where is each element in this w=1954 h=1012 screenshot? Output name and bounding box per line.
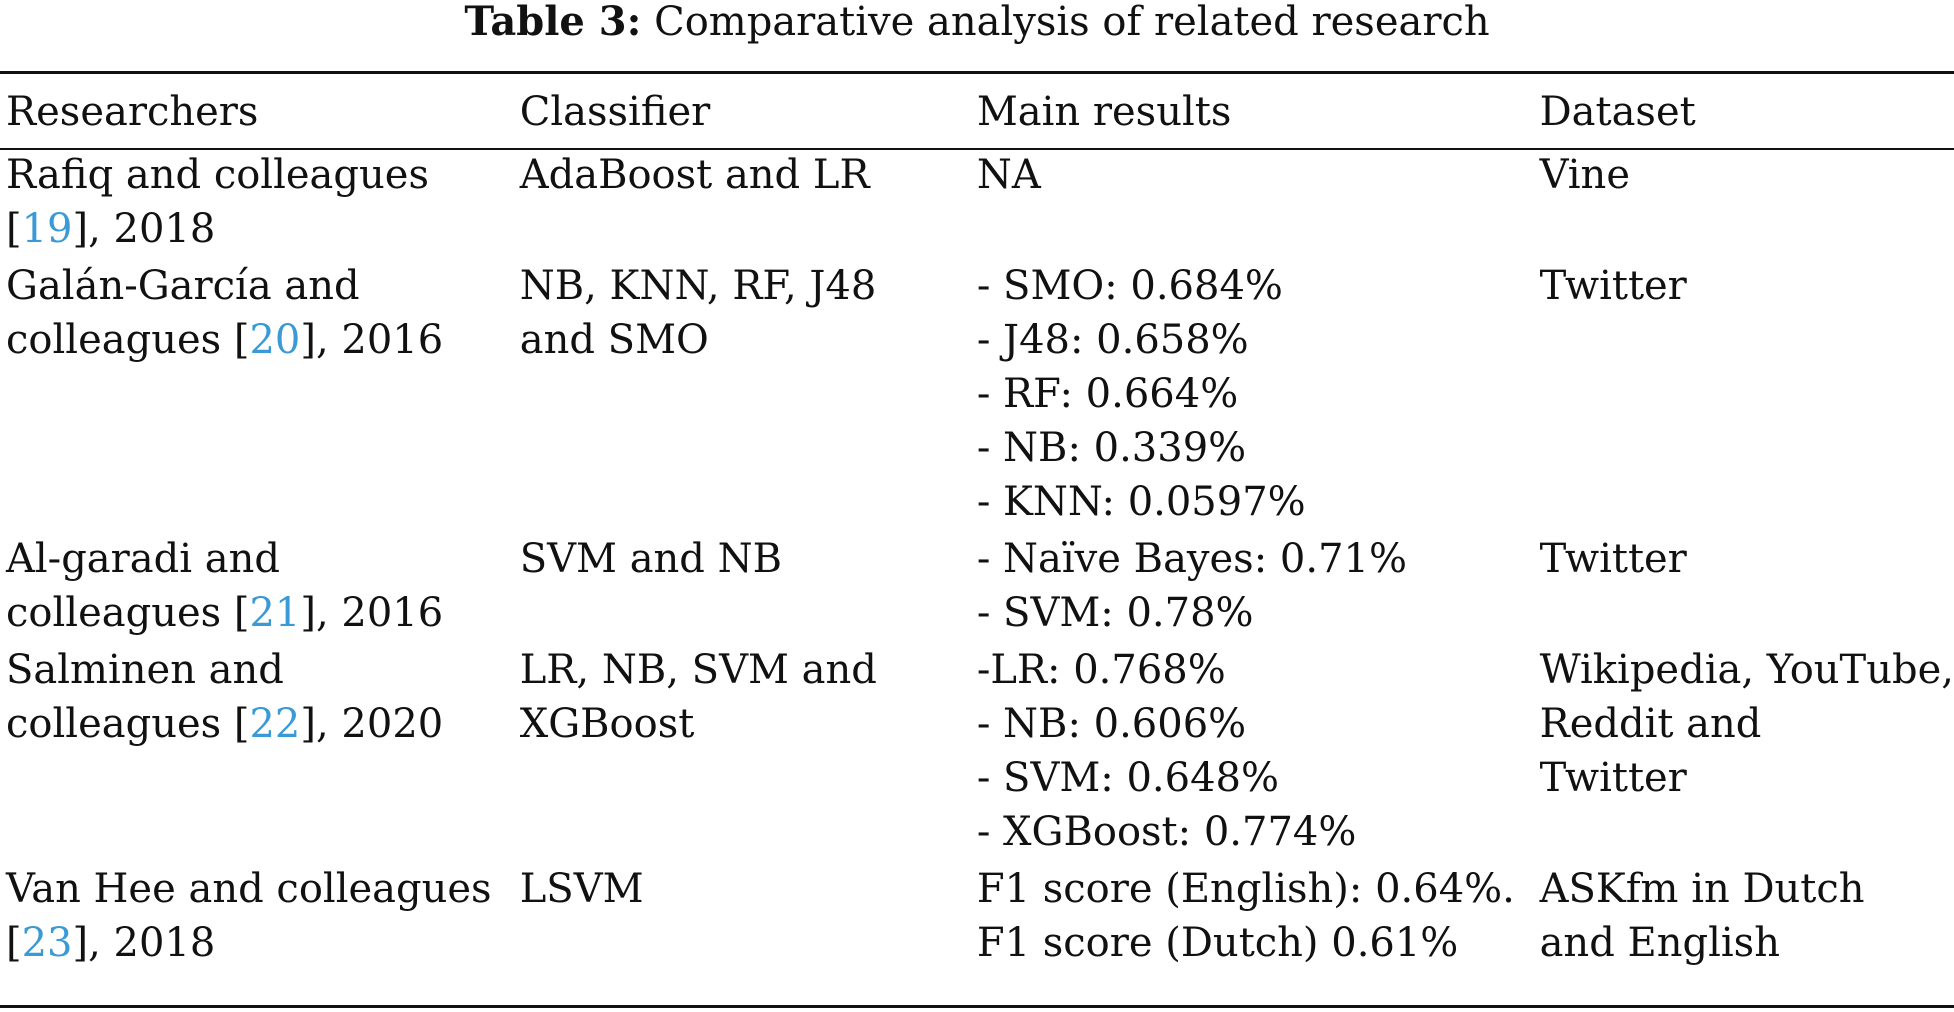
results-cell <box>977 643 1540 862</box>
cell-text-line: Vine <box>1539 152 1630 198</box>
cell-text-line: Rafiq and colleagues <box>6 152 429 198</box>
classifier-cell <box>520 148 977 259</box>
cell-text-line: Twitter <box>1539 263 1687 309</box>
table-caption-label: Table 3: <box>464 0 642 45</box>
cell-text-fragment: ], 2016 <box>300 590 444 636</box>
cell-text-line: - SVM: 0.648% <box>976 755 1279 801</box>
header-researchers: Researchers <box>6 89 259 135</box>
researchers-cell <box>6 643 520 862</box>
header-classifier: Classifier <box>519 89 711 135</box>
citation-link[interactable]: 22 <box>249 701 301 747</box>
cell-text-line: F1 score (Dutch) 0.61% <box>976 920 1459 966</box>
dataset-cell <box>1540 259 1954 532</box>
cell-text-line: F1 score (English): 0.64%. <box>976 866 1515 912</box>
cell-text-line: - NB: 0.339% <box>976 425 1247 471</box>
cell-text-line: ASKfm in Dutch <box>1539 866 1865 912</box>
classifier-cell <box>520 862 977 973</box>
cell-text-line: - Naïve Bayes: 0.71% <box>976 536 1407 582</box>
citation-link[interactable]: 19 <box>21 206 73 252</box>
cell-text-line: Van Hee and colleagues <box>6 866 492 912</box>
cell-text-line: and English <box>1539 920 1780 966</box>
results-cell <box>977 148 1540 259</box>
dataset-cell <box>1540 532 1954 643</box>
comparison-table <box>6 85 1954 973</box>
cell-text-line <box>6 916 520 970</box>
dataset-cell <box>1540 643 1954 862</box>
table-caption-text: Comparative analysis of related research <box>654 0 1490 45</box>
cell-text-line: and SMO <box>519 317 709 363</box>
table-row <box>6 862 1954 973</box>
cell-text-line: LSVM <box>519 866 644 912</box>
cell-text-fragment: ], 2018 <box>72 920 216 966</box>
cell-text-line <box>6 313 520 367</box>
cell-text-line: Reddit and <box>1539 701 1762 747</box>
table-row <box>6 532 1954 643</box>
results-cell <box>977 532 1540 643</box>
cell-text-line: - J48: 0.658% <box>976 317 1249 363</box>
cell-text-line: NB, KNN, RF, J48 <box>519 263 877 309</box>
cell-text-line <box>6 202 520 256</box>
results-cell <box>977 862 1540 973</box>
cell-text-line: Galán-García and <box>6 263 360 309</box>
cell-text-line: XGBoost <box>519 701 695 747</box>
cell-text-fragment: [ <box>6 920 22 966</box>
cell-text-fragment: [ <box>6 206 22 252</box>
cell-text-line: Salminen and <box>6 647 284 693</box>
header-main-results: Main results <box>976 89 1232 135</box>
cell-text-line: Twitter <box>1539 536 1687 582</box>
cell-text-line: - RF: 0.664% <box>976 371 1239 417</box>
cell-text-line <box>6 586 520 640</box>
cell-text-line: Twitter <box>1539 755 1687 801</box>
researchers-cell <box>6 259 520 532</box>
cell-text-line: LR, NB, SVM and <box>519 647 877 693</box>
cell-text-line: - XGBoost: 0.774% <box>976 809 1357 855</box>
cell-text-line: - SMO: 0.684% <box>976 263 1283 309</box>
table-caption <box>0 0 1954 44</box>
header-dataset: Dataset <box>1539 89 1696 135</box>
researchers-cell <box>6 862 520 973</box>
cell-text-line: - NB: 0.606% <box>976 701 1247 747</box>
citation-link[interactable]: 23 <box>21 920 73 966</box>
cell-text-fragment: ], 2020 <box>300 701 444 747</box>
cell-text-line: - SVM: 0.78% <box>976 590 1254 636</box>
classifier-cell <box>520 259 977 532</box>
cell-text-line: NA <box>976 152 1041 198</box>
classifier-cell <box>520 643 977 862</box>
cell-text-line <box>6 697 520 751</box>
cell-text-fragment: colleagues [ <box>6 701 250 747</box>
cell-text-line: AdaBoost and LR <box>519 152 870 198</box>
table-row <box>6 148 1954 259</box>
cell-text-fragment: ], 2016 <box>300 317 444 363</box>
table-top-rule <box>0 71 1954 74</box>
cell-text-line: Al-garadi and <box>6 536 280 582</box>
cell-text-line: -LR: 0.768% <box>976 647 1226 693</box>
cell-text-fragment: ], 2018 <box>72 206 216 252</box>
cell-text-fragment: colleagues [ <box>6 590 250 636</box>
researchers-cell <box>6 532 520 643</box>
cell-text-line: SVM and NB <box>519 536 783 582</box>
results-cell <box>977 259 1540 532</box>
cell-text-line: - KNN: 0.0597% <box>976 479 1306 525</box>
cell-text-line: Wikipedia, YouTube, <box>1539 647 1954 693</box>
table-header-row <box>6 85 1954 148</box>
dataset-cell <box>1540 148 1954 259</box>
table-row <box>6 259 1954 532</box>
classifier-cell <box>520 532 977 643</box>
dataset-cell <box>1540 862 1954 973</box>
cell-text-fragment: colleagues [ <box>6 317 250 363</box>
table-row <box>6 643 1954 862</box>
citation-link[interactable]: 20 <box>249 317 301 363</box>
table-bottom-rule <box>0 1005 1954 1008</box>
researchers-cell <box>6 148 520 259</box>
citation-link[interactable]: 21 <box>249 590 301 636</box>
